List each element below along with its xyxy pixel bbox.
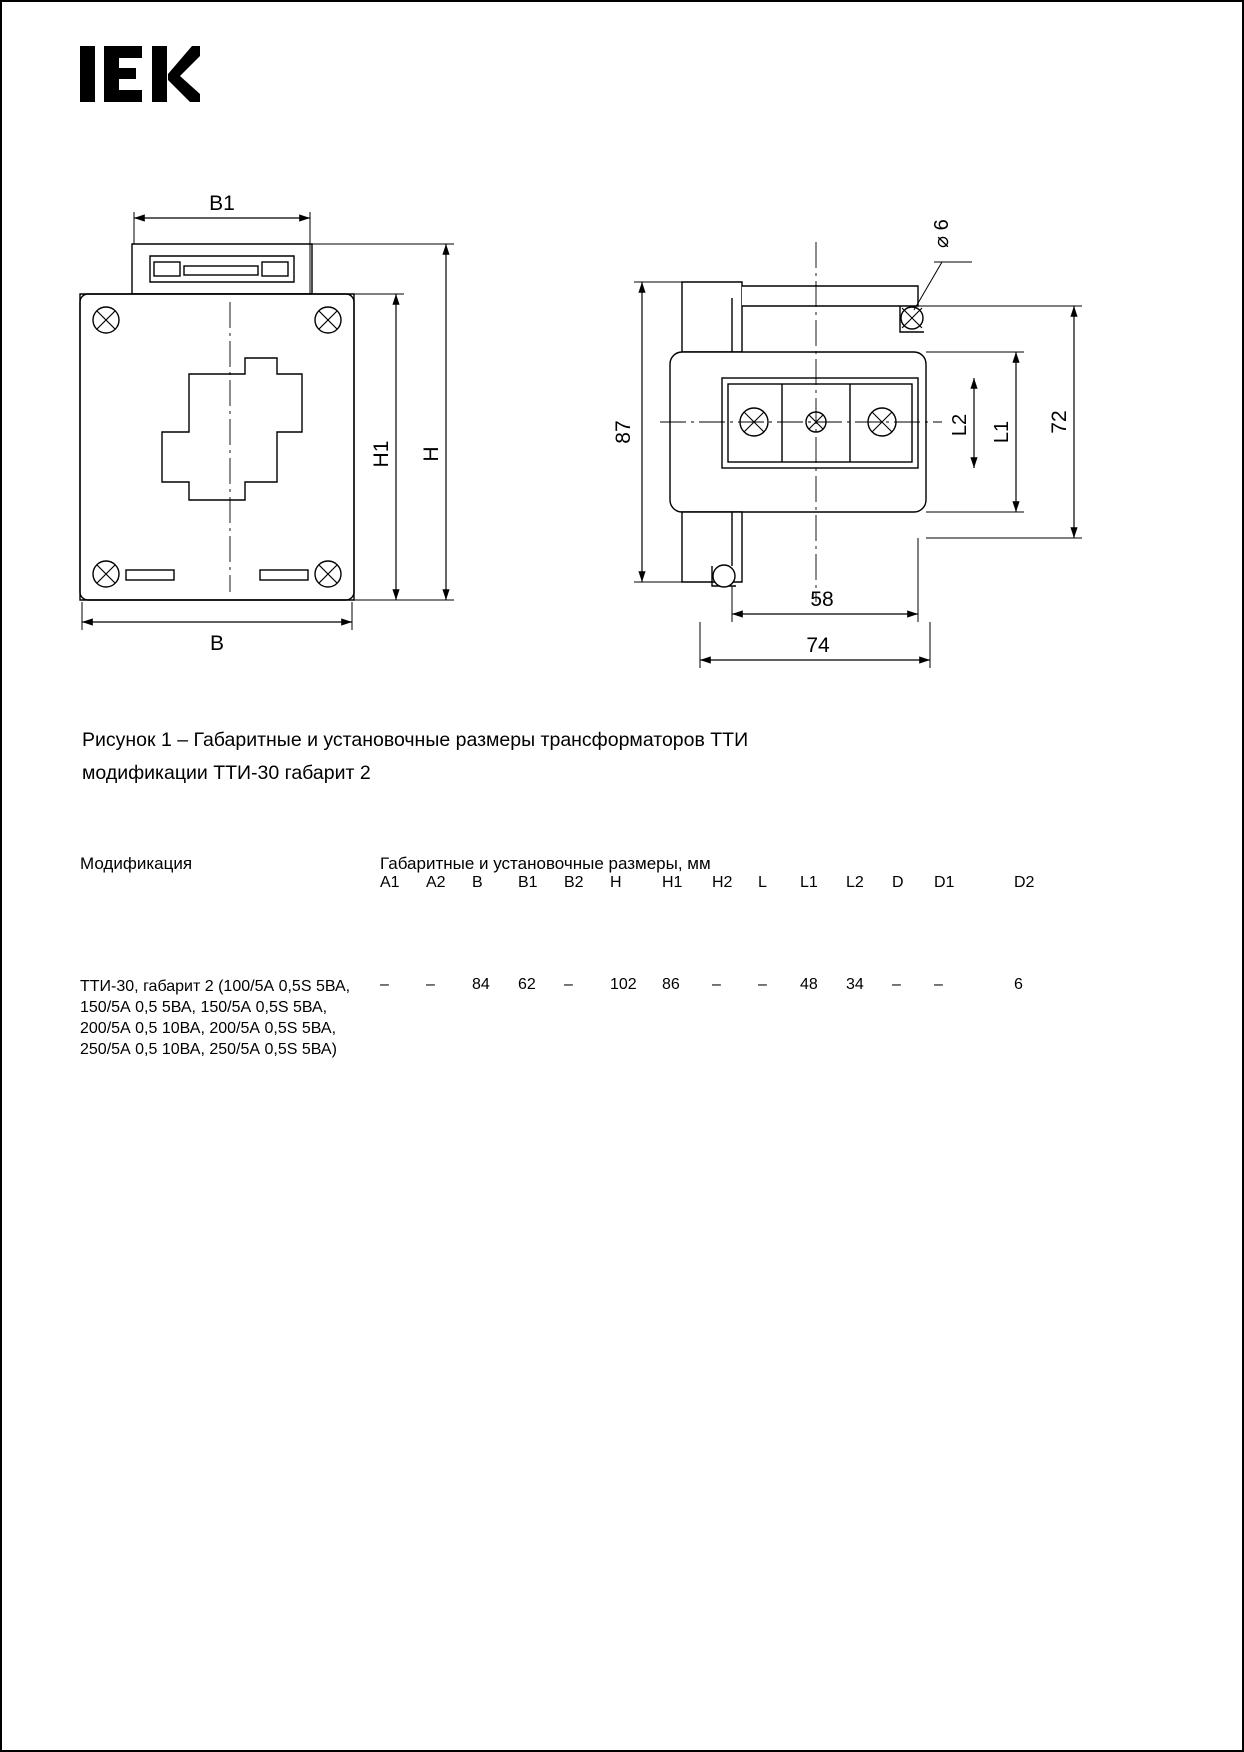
table-col-b2: B2 [564,874,584,891]
table-spacer-cell [934,892,1014,976]
table-col-l2: L2 [846,874,864,891]
table-col-d2: D2 [1014,874,1035,891]
table-spacer-row [80,892,1116,976]
table-col-l1: L1 [800,874,818,891]
table-row [80,976,1116,1060]
table-cell-l2: 34 [846,976,864,993]
dim-label-h1: H1 [370,440,393,468]
table-spacer-cell [846,892,892,976]
table-spacer-cell [1014,892,1116,976]
side-view [612,219,1082,668]
dim-label-74: 74 [806,634,830,657]
iek-logo [80,42,200,114]
table-cell-b1: 62 [518,976,536,993]
table-cell-h1: 86 [662,976,680,993]
table-spacer-cell [610,892,662,976]
table-cell-l1: 48 [800,976,818,993]
modification-line-2: 150/5А 0,5 5ВА, 150/5А 0,5S 5ВА, [80,999,328,1016]
front-view [80,192,454,655]
figure-caption-line1: Рисунок 1 – Габаритные и установочные размеры трансформаторов ТТИ [82,729,749,751]
table-col-h2: H2 [712,874,733,891]
table-col-l: L [758,874,767,891]
figure-caption-line2: модификации ТТИ-30 габарит 2 [82,762,371,784]
dimensions-table [80,854,1116,1060]
table-header-modification: Модификация [80,854,193,873]
table-cell-d: – [892,976,901,993]
dim-label-l1: L1 [991,420,1013,444]
dim-label-diameter: ⌀ 6 [931,219,953,248]
dimensions-table-wrap [80,854,1116,1060]
dim-label-72: 72 [1048,410,1071,434]
table-cell-l: – [758,976,767,993]
table-spacer-cell-mod [80,892,380,976]
table-col-b: B [472,874,483,891]
table-spacer-cell [712,892,758,976]
table-col-d: D [892,874,904,891]
table-header-group: Габаритные и установочные размеры, мм [380,854,711,873]
table-spacer-cell [380,892,426,976]
table-spacer-cell [800,892,846,976]
table-spacer-cell [426,892,472,976]
table-col-a2: A2 [426,874,446,891]
table-spacer-cell [758,892,800,976]
table-spacer-cell [662,892,712,976]
table-cell-a2: – [426,976,435,993]
table-cell-b2: – [564,976,573,993]
modification-line-3: 200/5А 0,5 10ВА, 200/5А 0,5S 5ВА, [80,1020,337,1037]
table-cell-d1: – [934,976,943,993]
table-spacer-cell [518,892,564,976]
figure-caption [82,724,982,790]
dim-label-h: H [420,446,443,462]
table-cell-h2: – [712,976,721,993]
technical-drawings [62,182,1182,682]
table-header-row-group [80,854,1116,874]
dim-label-b1: B1 [209,192,235,215]
dim-label-b: B [209,632,225,655]
dim-label-58: 58 [810,588,834,611]
table-spacer-cell [892,892,934,976]
dim-label-l2: L2 [949,413,971,437]
table-col-h: H [610,874,622,891]
table-cell-a1: – [380,976,389,993]
table-cell-d2: 6 [1014,976,1023,993]
table-spacer-cell [564,892,610,976]
modification-line-4: 250/5А 0,5 10ВА, 250/5А 0,5S 5ВА) [80,1041,337,1058]
table-col-h1: H1 [662,874,683,891]
table-col-a1: A1 [380,874,400,891]
table-spacer-cell [472,892,518,976]
table-col-b1: B1 [518,874,538,891]
table-cell-h: 102 [610,976,637,993]
table-col-d1: D1 [934,874,955,891]
table-cell-modification [80,976,380,1060]
table-cell-b: 84 [472,976,490,993]
dim-label-87: 87 [612,420,635,444]
modification-line-1: ТТИ-30, габарит 2 (100/5А 0,5S 5ВА, [80,978,351,995]
